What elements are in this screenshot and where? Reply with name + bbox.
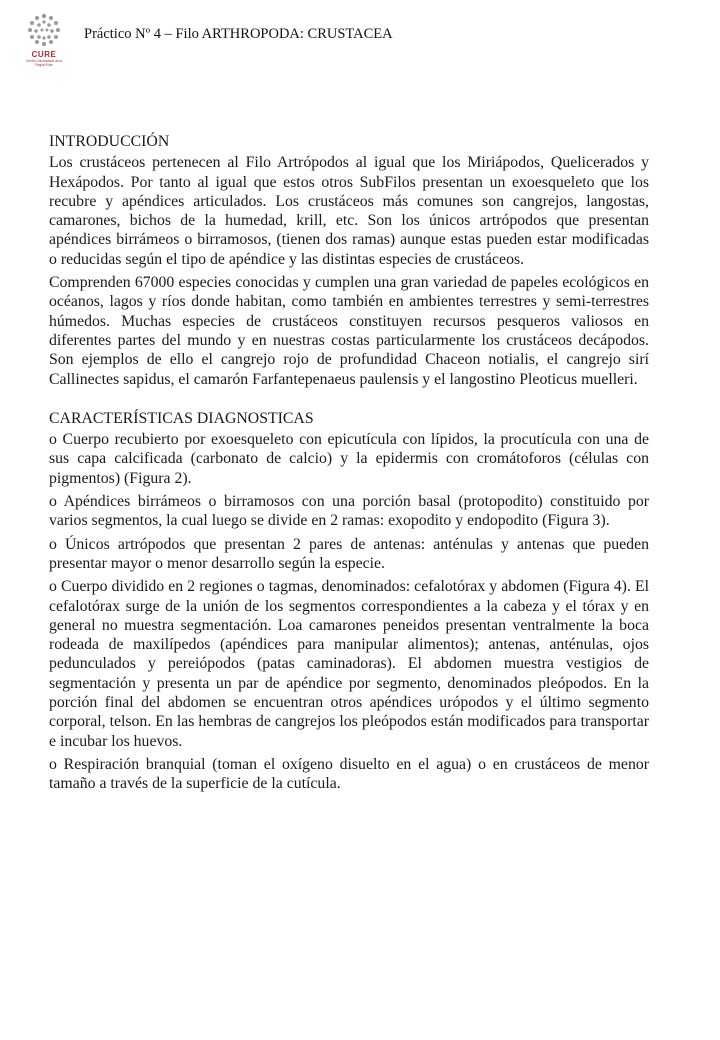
list-item: o Cuerpo dividido en 2 regiones o tagmas, denominados: cefalotórax y abdomen (Figura 4). El cefalotórax surge de la unión de los segmentos correspondientes a la cabeza y el tórax y en general no muestra segmentación. Loa camarones peneidos presentan ventralmente la boca rodeada de maxilípedos (apéndices para manipular alimentos); antenas, anténulas, ojos pedunculados y pereiópodos (patas caminadoras). El abdomen muestra vestigios de segmentación y presenta un par de apéndice por segmento, denominados pleópodos. En la porción final del abdomen se encuentran otros apéndices urópodos y el último segmento corporal, telson. En las hembras de cangrejos los pleópodos están modificados para transportar e incubar los huevos. — [49, 578, 649, 750]
list-item: o Respiración branquial (toman el oxígeno disuelto en el agua) o en crustáceos de menor tamaño a través de la superficie de la cutícula. — [49, 755, 649, 793]
section-heading: CARACTERÍSTICAS DIAGNOSTICAS — [49, 409, 314, 427]
cure-logo — [22, 12, 66, 70]
dotted-circle-logo-icon — [22, 12, 66, 52]
list-item: o Apéndices birrámeos o birramosos con una porción basal (protopodito) constituido por varios segmentos, la cual luego se divide en 2 ramas: exopodito y endopodito (Figura 3). — [49, 493, 649, 530]
paragraph: Los crustáceos pertenecen al Filo Artrópodos al igual que los Miriápodos, Quelicerados y Hexápodos. Por tanto al igual que estos otros SubFilos presentan un exoesqueleto que los recubre y apéndices articulados. Los crustáceos más comunes son cangrejos, langostas, camarones, bichos de la humedad, krill, etc. Son los únicos artrópodos que presentan apéndices birrámeos o birramosos, (tienen dos ramas) aunque estas pueden estar modificadas o reducidas según el tipo de apéndice y las distintas especies de crustáceos. — [49, 154, 649, 268]
section-heading: INTRODUCCIÓN — [49, 133, 170, 150]
section-caracteristicas — [49, 409, 649, 794]
document-body — [49, 132, 649, 798]
page-header — [22, 12, 702, 70]
paragraph: Comprenden 67000 especies conocidas y cumplen una gran variedad de papeles ecológicos en océanos, lagos y ríos donde habitan, como también en ambientes terrestres y semi-terrestres húmedos. Muchas especies de crustáceos constituyen recursos pesqueros valiosos en diferentes partes del mundo y en nuestras costas particularmente los crustáceos decápodos. Son ejemplos de ello el cangrejo rojo de profundidad Chaceon notialis, el cangrejo sirí Callinectes sapidus, el camarón Farfantepenaeus paulensis y el langostino Pleoticus muelleri. — [49, 274, 649, 388]
logo-name: CURE — [31, 50, 57, 59]
logo-subtitle: Centro Universitario de la Región Este — [26, 59, 62, 67]
list-item: o Cuerpo recubierto por exoesqueleto con epicutícula con lípidos, la procutícula con una de sus capa calcificada (carbonato de calcio) y la epidermis con cromátoforos (células con pigmentos) (Figura 2). — [49, 431, 649, 487]
page-title: Práctico Nº 4 – Filo ARTHROPODA: CRUSTACEA — [84, 26, 393, 42]
list-item: o Únicos artrópodos que presentan 2 pares de antenas: anténulas y antenas que pueden presentar mayor o menor desarrollo según la especie. — [49, 535, 649, 572]
section-introduccion — [49, 132, 649, 389]
